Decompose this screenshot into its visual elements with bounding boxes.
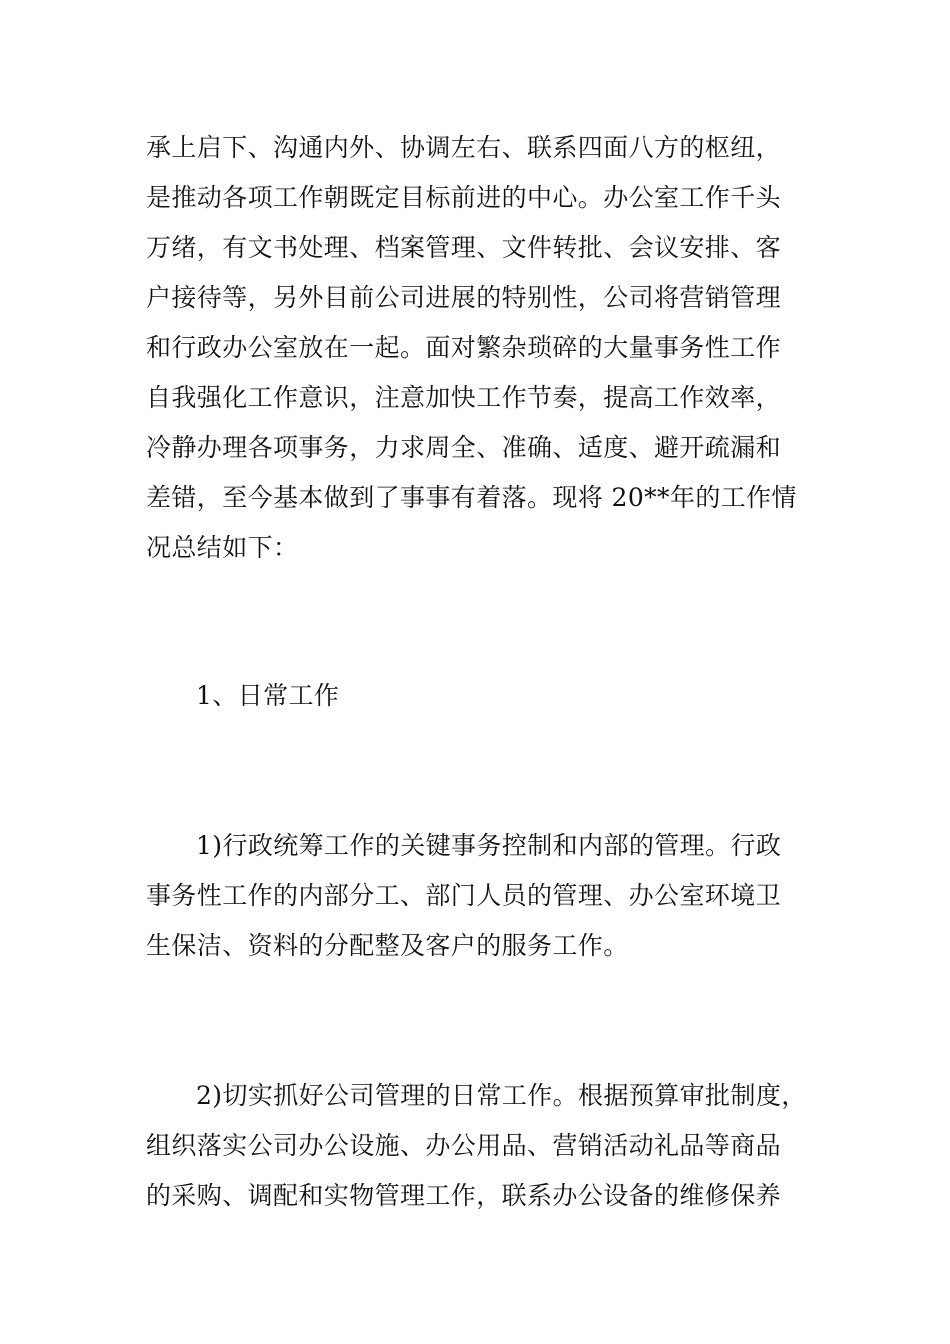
- intro-line-9: 况总结如下：: [146, 533, 299, 562]
- intro-line-8: 差错，至今基本做到了事事有着落。现将 20**年的工作情: [146, 483, 797, 512]
- intro-line-2: 是推动各项工作朝既定目标前进的中心。办公室工作千头: [146, 183, 782, 212]
- item1-line-2: 事务性工作的内部分工、部门人员的管理、办公室环境卫: [146, 881, 782, 910]
- intro-line-6: 自我强化工作意识，注意加快工作节奏，提高工作效率，: [146, 383, 782, 412]
- item2-line-1: 2)切实抓好公司管理的日常工作。根据预算审批制度，: [196, 1081, 807, 1110]
- section-heading: 1、日常工作: [196, 681, 340, 710]
- intro-line-5: 和行政办公室放在一起。面对繁杂琐碎的大量事务性工作: [146, 333, 782, 362]
- item2-line-3: 的采购、调配和实物管理工作，联系办公设备的维修保养: [146, 1181, 782, 1210]
- item1-line-3: 生保洁、资料的分配整及客户的服务工作。: [146, 931, 629, 960]
- intro-line-4: 户接待等，另外目前公司进展的特别性，公司将营销管理: [146, 283, 782, 312]
- intro-line-7: 冷静办理各项事务，力求周全、准确、适度、避开疏漏和: [146, 433, 782, 462]
- item1-line-1: 1)行政统筹工作的关键事务控制和内部的管理。行政: [196, 831, 782, 860]
- item2-line-2: 组织落实公司办公设施、办公用品、营销活动礼品等商品: [146, 1131, 782, 1160]
- intro-line-3: 万绪，有文书处理、档案管理、文件转批、会议安排、客: [146, 233, 782, 262]
- intro-line-1: 承上启下、沟通内外、协调左右、联系四面八方的枢纽，: [146, 133, 782, 162]
